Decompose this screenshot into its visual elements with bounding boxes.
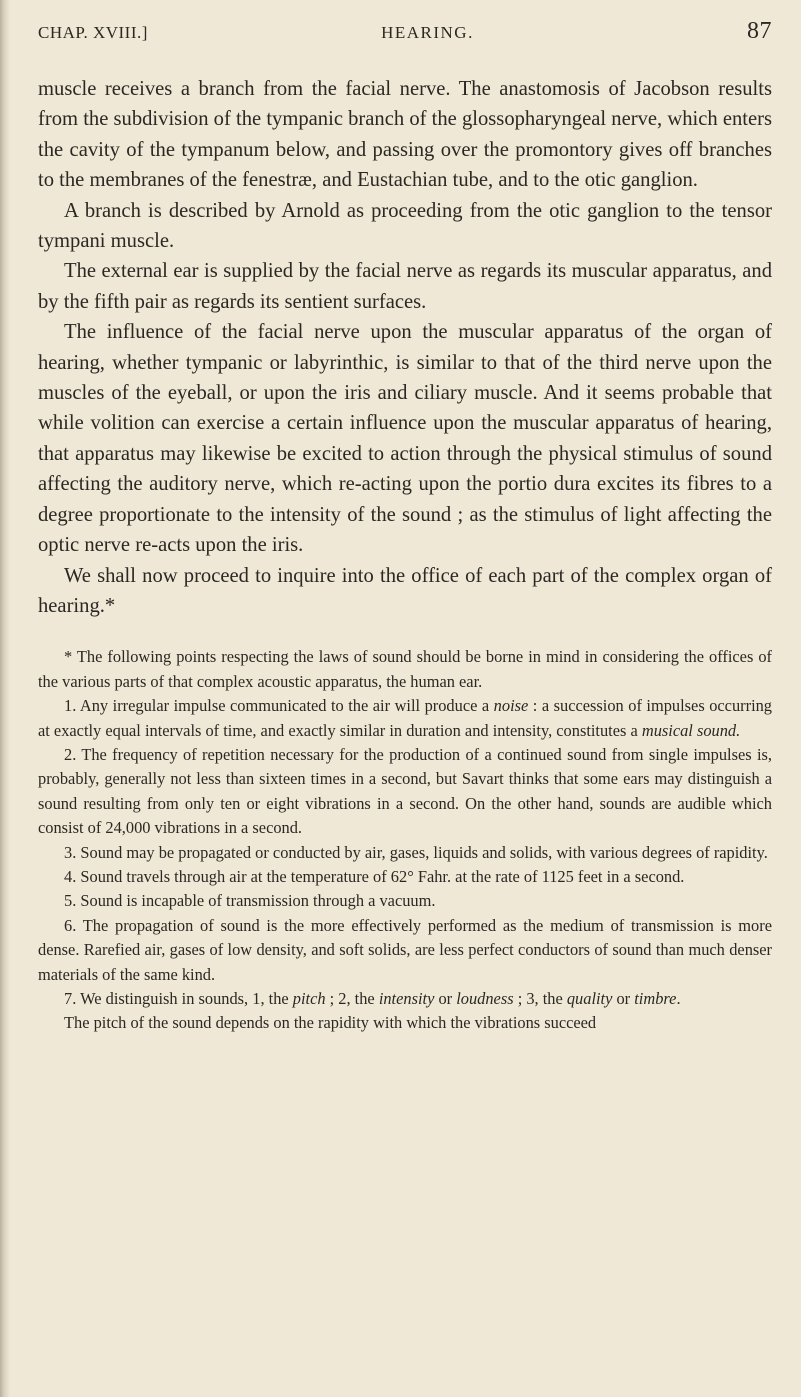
paragraph: The influence of the facial nerve upon the muscular apparatus of the organ of hearing, whether tympanic or labyrinthic, is similar to that of the third nerve upon the muscles of the eyeball, or upon the iris and ciliary muscle. And it seems probable that while volition can exercise a certain influence upon the muscular apparatus of hearing, that apparatus may likewise be excited to action through the physical stimulus of sound affecting the auditory nerve, which re-acting upon the portio dura excites its fibres to a degree proportionate to the intensity of the sound ; as the stimulus of light affecting the optic nerve re-acts upon the iris. xyxy=(38,321,772,557)
running-title: HEARING. xyxy=(381,23,474,42)
paragraph: A branch is described by Arnold as proceeding from the otic ganglion to the tensor tympani muscle. xyxy=(38,199,772,253)
paragraph: The external ear is supplied by the facial nerve as regards its muscular apparatus, and by the fifth pair as regards its sentient surfaces. xyxy=(38,260,772,313)
paragraph: muscle receives a branch from the facial nerve. The anastomosis of Jacobson results from the subdivision of the tympanic branch of the glossopharyngeal nerve, which enters the cavity of the tympanum below, and passing over the promontory gives off branches to the membranes of the fenestræ, and Eustachian tube, and to the otic ganglion. xyxy=(38,78,772,192)
footnote-text: ; 3, the xyxy=(513,989,567,1008)
footnote-text: : a succession of impulses occurring at exactly equal intervals of time, and exactly similar in duration and intensity, constitutes a xyxy=(38,696,773,740)
footnote-text: 7. We distinguish in sounds, 1, the xyxy=(64,989,293,1008)
footnote-point-2: 2. The frequency of repetition necessary for the production of a continued sound from single impulses is, probably, generally not less than sixteen times in a second, but Savart thinks that some ears may distinguish a sound resulting from only ten or eight vibrations in a second. On the other hand, sounds are audible which consist of 24,000 vibrations in a second. xyxy=(38,744,772,838)
footnote-italic-term: musical sound. xyxy=(641,720,741,740)
page-binding-edge xyxy=(0,0,10,1397)
chapter-label: CHAP. XVIII.] xyxy=(38,23,148,42)
footnote-text: or xyxy=(434,989,457,1008)
footnote-point-1 xyxy=(38,694,772,743)
footnote-italic-term: noise xyxy=(493,696,529,716)
footnote-italic-term: pitch xyxy=(292,989,326,1008)
footnote-italic-term: timbre xyxy=(634,989,677,1008)
footnote-point-5: 5. Sound is incapable of transmission through a vacuum. xyxy=(64,891,436,911)
paragraph: We shall now proceed to inquire into the office of each part of the complex organ of hearing.* xyxy=(38,564,772,617)
running-head xyxy=(38,18,772,54)
footnote-point-4: 4. Sound travels through air at the temperature of 62° Fahr. at the rate of 1125 feet in a second. xyxy=(64,866,685,886)
footnote-text: or xyxy=(612,989,635,1008)
footnote-intro: * The following points respecting the laws of sound should be borne in mind in considering the offices of the various parts of that complex acoustic apparatus, the human ear. xyxy=(38,647,772,691)
main-text xyxy=(38,74,772,621)
footnote-continuation: The pitch of the sound depends on the rapidity with which the vibrations succeed xyxy=(64,1013,597,1033)
footnote-italic-term: intensity xyxy=(378,989,435,1008)
book-page xyxy=(38,18,772,1036)
footnotes xyxy=(38,645,772,1036)
footnote-italic-term: loudness xyxy=(456,989,514,1008)
footnote-text: . xyxy=(676,989,681,1008)
footnote-point-7 xyxy=(38,987,772,1011)
footnote-point-3: 3. Sound may be propagated or conducted by air, gases, liquids and solids, with various degrees of rapidity. xyxy=(64,842,768,862)
footnote-text: ; 2, the xyxy=(325,989,379,1008)
footnote-text: 1. Any irregular impulse communicated to the air will produce a xyxy=(64,696,494,716)
footnote-italic-term: quality xyxy=(566,989,613,1008)
page-number: 87 xyxy=(746,18,772,44)
footnote-point-6: 6. The propagation of sound is the more effectively performed as the medium of transmission is more dense. Rarefied air, gases of low density, and soft solids, are less perfect conductors of sound than much denser materials of the same kind. xyxy=(38,915,772,984)
